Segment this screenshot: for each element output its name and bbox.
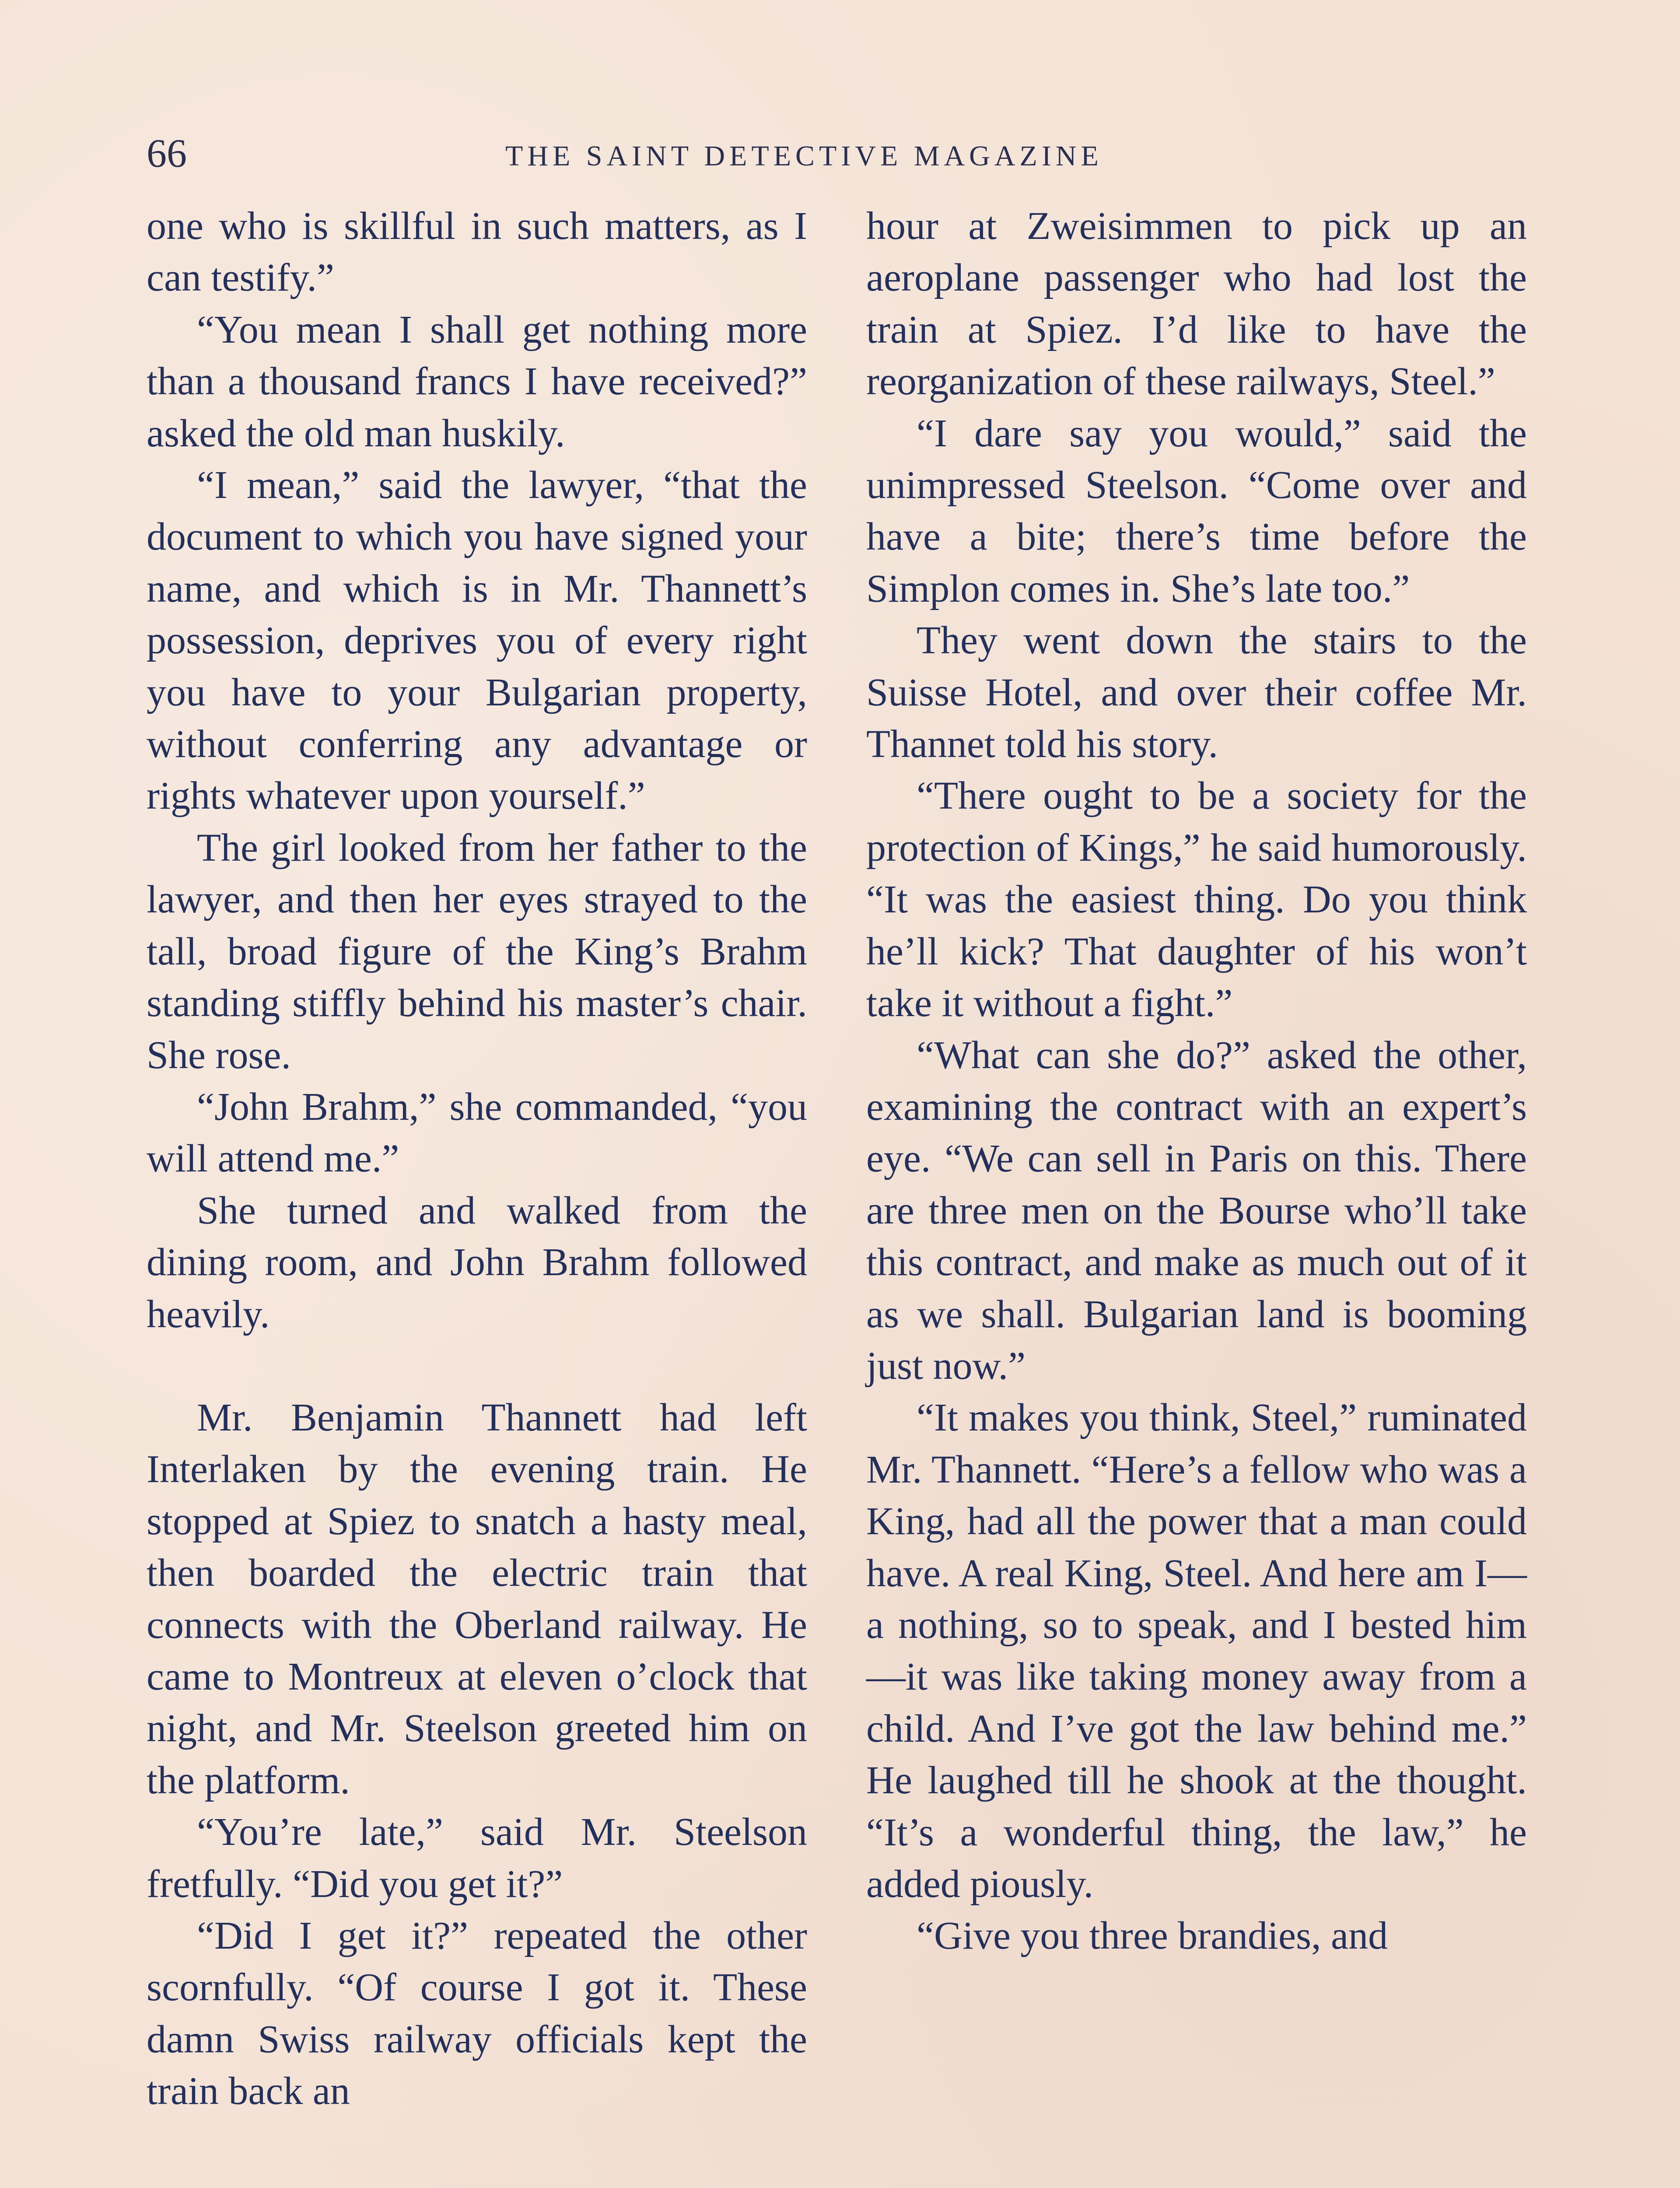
paragraph: “What can she do?” asked the other, examining the contract with an expert’s eye. “We can sell in Paris on this. There are three men on the Bourse who’ll take this contract, and make as much out of it as we shall. Bulgarian land is booming just now.”	[866, 1033, 1527, 1388]
section-break	[147, 1340, 807, 1392]
left-column	[147, 200, 807, 2118]
paragraph: “Did I get it?” repeated the other scornfully. “Of course I got it. These damn Swiss railway officials kept the train back an	[147, 1914, 807, 2113]
paragraph: one who is skillful in such matters, as I can testify.”	[147, 204, 807, 300]
paragraph: They went down the stairs to the Suisse Hotel, and over their coffee Mr. Thannet told his story.	[866, 619, 1527, 766]
paragraph: “I dare say you would,” said the unimpressed Steelson. “Come over and have a bite; there’s time before the Simplon comes in. She’s late too.”	[866, 411, 1527, 610]
page-header	[147, 131, 1533, 184]
paragraph: “It makes you think, Steel,” ruminated Mr. Thannett. “Here’s a fellow who was a King, had all the power that a man could have. A real King, Steel. And here am I—a nothing, so to speak, and I bested him—it was like taking money away from a child. And I’ve got the law behind me.” He laughed till he shook at the thought. “It’s a wonderful thing, the law,” he added piously.	[866, 1396, 1527, 1906]
paragraph: hour at Zweisimmen to pick up an aeroplane passenger who had lost the train at Spiez. I’d like to have the reorganization of these railways, Steel.”	[866, 204, 1527, 403]
paragraph: Mr. Benjamin Thannett had left Interlaken by the evening train. He stopped at Spiez to snatch a hasty meal, then boarded the electric train that connects with the Oberland railway. He came to Montreux at eleven o’clock that night, and Mr. Steelson greeted him on the platform.	[147, 1396, 807, 1802]
paragraph: She turned and walked from the dining room, and John Brahm followed heavily.	[147, 1189, 807, 1336]
paragraph: “I mean,” said the lawyer, “that the document to which you have signed your name, and which is in Mr. Thannett’s possession, deprives you of every right you have to your Bulgarian property, without conferring any advantage or rights whatever upon yourself.”	[147, 463, 807, 818]
paragraph: The girl looked from her father to the lawyer, and then her eyes strayed to the tall, broad figure of the King’s Brahm standing stiffly behind his master’s chair. She rose.	[147, 826, 807, 1077]
paragraph: “John Brahm,” she commanded, “you will attend me.”	[147, 1085, 807, 1181]
paragraph: “There ought to be a society for the protection of Kings,” he said humorously. “It was the easiest thing. Do you think he’ll kick? That daughter of his won’t take it without a fight.”	[866, 774, 1527, 1025]
paragraph: “Give you three brandies, and	[917, 1914, 1388, 1958]
running-head: THE SAINT DETECTIVE MAGAZINE	[505, 140, 1103, 172]
paragraph: “You’re late,” said Mr. Steelson fretfully. “Did you get it?”	[147, 1810, 807, 1906]
right-column	[866, 200, 1527, 1962]
page-number: 66	[147, 131, 187, 175]
paragraph: “You mean I shall get nothing more than a thousand francs I have received?” asked the old man huskily.	[147, 308, 807, 455]
